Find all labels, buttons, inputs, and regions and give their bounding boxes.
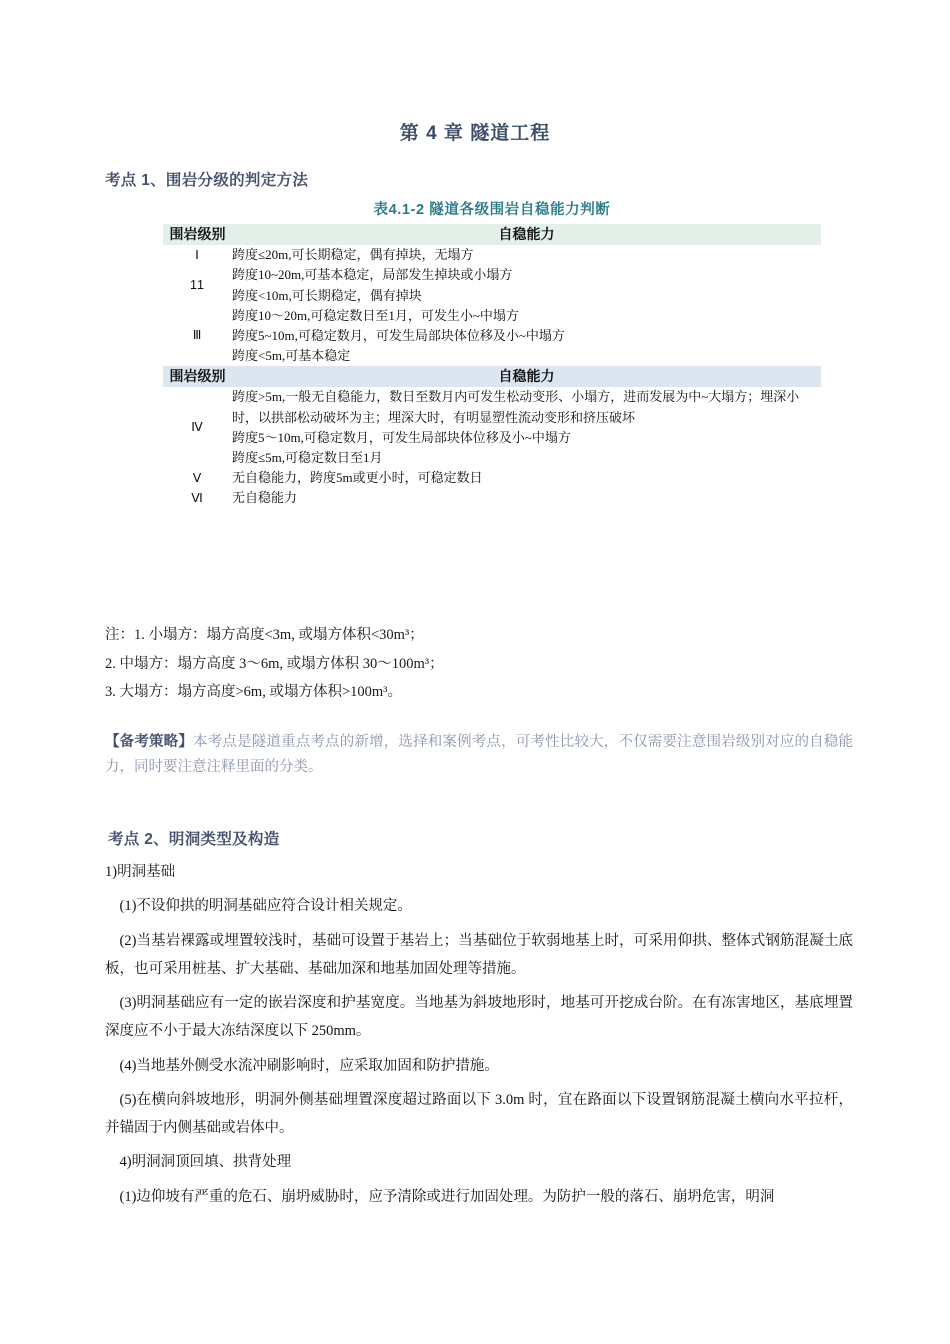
table-header-grade-1: 围岩级别 <box>163 224 232 245</box>
table-row <box>163 387 821 468</box>
table-row <box>163 306 821 366</box>
capacity-line: 跨度<5m,可基本稳定 <box>232 347 351 363</box>
table-header-row-2 <box>163 366 821 387</box>
table-row <box>163 488 821 508</box>
body-paragraph: (1)不设仰拱的明洞基础应符合设计相关规定。 <box>119 898 412 915</box>
section-heading-kaodian-1: 考点 1、围岩分级的判定方法 <box>105 172 309 189</box>
exam-strategy-tag: 【备考策略】 <box>105 734 194 750</box>
table-caption: 表4.1-2 隧道各级围岩自稳能力判断 <box>373 202 611 218</box>
capacity-line: 跨度<10m,可长期稳定，偶有掉块 <box>232 287 422 303</box>
table-header-capacity-1: 自稳能力 <box>232 224 821 245</box>
table-cell-grade: Ⅴ <box>192 470 203 485</box>
capacity-line: 跨度5～10m,可稳定数月，可发生局部块体位移及小~中塌方 <box>232 429 571 445</box>
note-line: 2. 中塌方：塌方高度 3～6m, 或塌方体积 30～100m³； <box>105 655 444 672</box>
capacity-line: 跨度≤5m,可稳定数日至1月 <box>232 449 383 465</box>
table-row <box>163 245 821 265</box>
wall-rock-stability-table <box>163 224 821 508</box>
section-heading-kaodian-2: 考点 2、明洞类型及构造 <box>108 831 280 848</box>
table-header-grade-2: 围岩级别 <box>163 366 232 387</box>
table-cell-capacity <box>232 488 821 508</box>
body-paragraph: 1)明洞基础 <box>105 864 176 880</box>
capacity-line: 跨度≤20m,可长期稳定，偶有掉块，无塌方 <box>232 247 474 263</box>
table-cell-capacity <box>232 265 821 305</box>
table-header-row-1 <box>163 224 821 245</box>
capacity-line: 跨度>5m,一般无自稳能力，数日至数月内可发生松动变形、小塌方，进而发展为中~大塌方；埋深小时，以拱部松动破坏为主；埋深大时，有明显塑性流动变形和挤压破坏 <box>232 389 800 425</box>
capacity-line: 无自稳能力 <box>232 490 298 506</box>
body-paragraph: (5)在横向斜坡地形，明洞外侧基础埋置深度超过路面以下 3.0m 时，宜在路面以下设置钢筋混凝土横向水平拉杆，并锚固于内侧基础或岩体中。 <box>105 1091 853 1137</box>
exam-strategy-paragraph <box>105 730 853 780</box>
body-text-block <box>105 858 853 1217</box>
table-cell-capacity <box>232 306 821 366</box>
capacity-line: 跨度10~20m,可基本稳定，局部发生掉块或小塌方 <box>232 267 513 283</box>
body-paragraph: (2)当基岩裸露或埋置较浅时，基础可设置于基岩上；当基础位于软弱地基上时，可采用仰拱、整体式钢筋混凝土底板，也可采用桩基、扩大基础、基础加深和地基加固处理等措施。 <box>105 932 853 977</box>
body-paragraph: (1)边仰坡有严重的危石、崩坍威胁时，应予清除或进行加固处理。为防护一般的落石、崩坍危害，明洞 <box>119 1188 775 1205</box>
exam-strategy-text: 本考点是隧道重点考点的新增，选择和案例考点，可考性比较大，不仅需要注意围岩级别对应的自稳能力，同时要注意注释里面的分类。 <box>105 734 854 775</box>
wall-rock-stability-table-block <box>163 198 821 508</box>
table-cell-grade: Ⅲ <box>192 328 203 343</box>
table-cell-grade: Ⅳ <box>191 420 204 435</box>
table-row <box>163 468 821 488</box>
table-cell-capacity <box>232 387 821 468</box>
capacity-line: 跨度10～20m,可稳定数日至1月，可发生小~中塌方 <box>232 307 519 323</box>
body-paragraph: (3)明洞基础应有一定的嵌岩深度和护基宽度。当地基为斜坡地形时，地基可开挖成台阶。在有冻害地区，基底埋置深度应不小于最大冻结深度以下 250mm。 <box>105 995 853 1040</box>
table-header-capacity-2: 自稳能力 <box>232 366 821 387</box>
table-cell-grade: Ⅵ <box>191 490 204 505</box>
body-paragraph: 4)明洞洞顶回填、拱背处理 <box>119 1154 292 1171</box>
chapter-title: 第 4 章 隧道工程 <box>399 123 551 144</box>
table-cell-grade: Ⅰ <box>195 247 200 262</box>
table-cell-capacity <box>232 245 821 265</box>
table-notes <box>105 628 850 714</box>
capacity-line: 无自稳能力，跨度5m或更小时，可稳定数日 <box>232 469 483 485</box>
note-line: 3. 大塌方：塌方高度>6m, 或塌方体积>100m³。 <box>105 684 403 700</box>
table-cell-grade: 11 <box>190 278 205 293</box>
body-paragraph: (4)当地基外侧受水流冲刷影响时，应采取加固和防护措施。 <box>119 1057 499 1074</box>
table-cell-capacity <box>232 468 821 488</box>
table-row <box>163 265 821 305</box>
note-line: 注：1. 小塌方：塌方高度<3m, 或塌方体积<30m³； <box>105 627 424 643</box>
capacity-line: 跨度5~10m,可稳定数月，可发生局部块体位移及小~中塌方 <box>232 327 565 343</box>
